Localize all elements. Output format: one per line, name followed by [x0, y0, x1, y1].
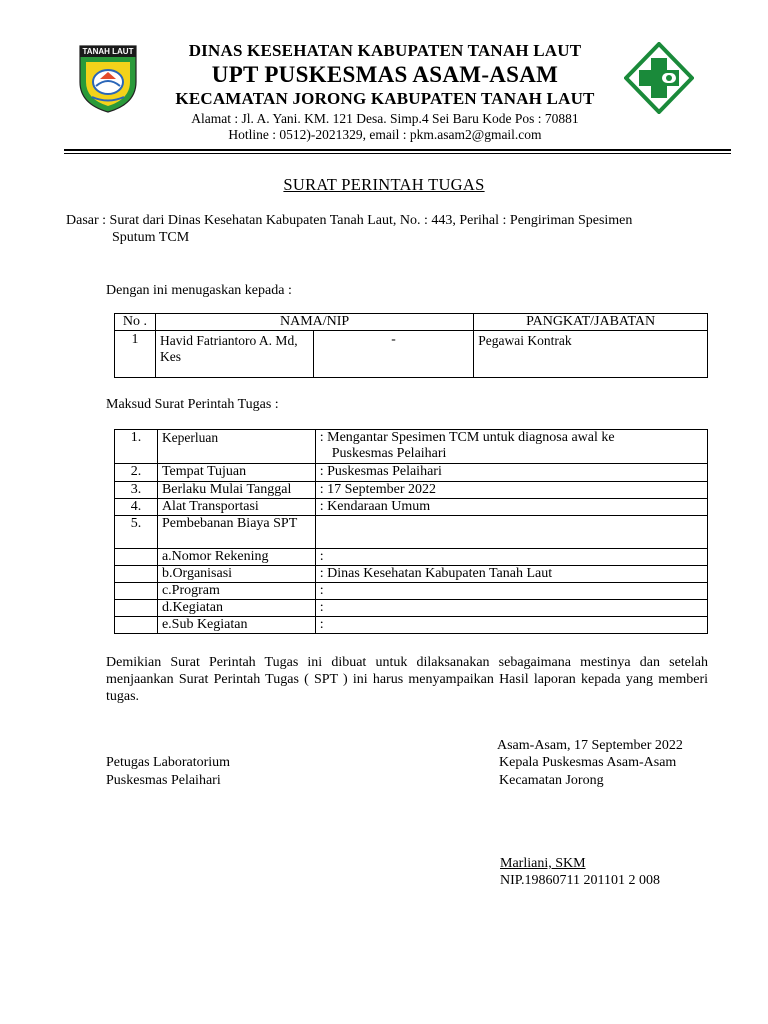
- detail-no: 2.: [115, 464, 158, 482]
- detail-label: Alat Transportasi: [157, 499, 315, 516]
- dasar-line-1: Dasar : Surat dari Dinas Kesehatan Kabupaten Tanah Laut, No. : 443, Perihal : Pengiriman Spesimen: [66, 213, 633, 228]
- detail-label: d.Kegiatan: [157, 600, 315, 617]
- signer-name: Marliani, SKM: [500, 856, 586, 871]
- table-row: [115, 464, 708, 482]
- signature-right: [499, 754, 676, 789]
- regency-logo-label: TANAH LAUT: [82, 47, 134, 56]
- assignee-table: [114, 313, 708, 378]
- document-title: SURAT PERINTAH TUGAS: [283, 175, 485, 194]
- detail-no-empty: [115, 617, 158, 634]
- header-nama-nip: NAMA/NIP: [155, 314, 473, 331]
- signature-right-unit: Kecamatan Jorong: [499, 772, 604, 788]
- detail-value-line-2: Puskesmas Pelaihari: [331, 446, 447, 461]
- detail-label: Tempat Tujuan: [157, 464, 315, 482]
- regency-logo: [78, 42, 138, 114]
- detail-value: :: [315, 583, 707, 600]
- table-row: [115, 583, 708, 600]
- signature-right-title: Kepala Puskesmas Asam-Asam: [499, 755, 677, 770]
- puskesmas-logo: [624, 42, 694, 114]
- header-address: Alamat : Jl. A. Yani. KM. 121 Desa. Simp.4 Sei Baru Kode Pos : 70881: [191, 111, 579, 126]
- detail-label: Berlaku Mulai Tanggal: [157, 482, 315, 499]
- task-details-table: [114, 429, 708, 634]
- detail-label: e.Sub Kegiatan: [157, 617, 315, 634]
- detail-value: :: [315, 617, 707, 634]
- detail-no-empty: [115, 549, 158, 566]
- header-divider-thin: [64, 153, 731, 154]
- dasar-line-2: Sputum TCM: [112, 230, 190, 245]
- signature-left: [106, 754, 230, 789]
- detail-value: [315, 430, 707, 464]
- assignee-table-header: [115, 314, 708, 331]
- detail-label: a.Nomor Rekening: [157, 549, 315, 566]
- assignee-nip: -: [313, 331, 474, 378]
- header-district: KECAMATAN JORONG KABUPATEN TANAH LAUT: [175, 89, 595, 108]
- detail-value: : Dinas Kesehatan Kabupaten Tanah Laut: [315, 566, 707, 583]
- table-row: [115, 331, 708, 378]
- purpose-intro: Maksud Surat Perintah Tugas :: [106, 397, 279, 412]
- table-row: [115, 516, 708, 549]
- detail-label: b.Organisasi: [157, 566, 315, 583]
- assignee-rank: Pegawai Kontrak: [474, 331, 708, 378]
- assignee-no: 1: [115, 331, 156, 378]
- table-row: [115, 617, 708, 634]
- detail-no-empty: [115, 566, 158, 583]
- detail-value: [315, 516, 707, 549]
- header-contact: Hotline : 0512)-2021329, email : pkm.asam2@gmail.com: [228, 127, 542, 142]
- signature-left-unit: Puskesmas Pelaihari: [106, 772, 221, 788]
- detail-value: : Puskesmas Pelaihari: [315, 464, 707, 482]
- table-row: [115, 549, 708, 566]
- detail-no-empty: [115, 600, 158, 617]
- detail-no: 4.: [115, 499, 158, 516]
- detail-value: : Kendaraan Umum: [315, 499, 707, 516]
- detail-no-empty: [115, 583, 158, 600]
- table-row: [115, 430, 708, 464]
- closing-paragraph: Demikian Surat Perintah Tugas ini dibuat untuk dilaksanakan sebagaimana mestinya dan setelah menjaankan Surat Perintah Tugas ( SPT ) ini harus menyampaikan Hasil laporan kepada yang memberi tugas.: [106, 655, 708, 704]
- header-pangkat-jabatan: PANGKAT/JABATAN: [474, 314, 708, 331]
- detail-label: Keperluan: [157, 430, 315, 464]
- signature-date: Asam-Asam, 17 September 2022: [497, 738, 683, 753]
- header-agency: DINAS KESEHATAN KABUPATEN TANAH LAUT: [188, 41, 582, 60]
- detail-value: : 17 September 2022: [315, 482, 707, 499]
- header-no: No .: [115, 314, 156, 331]
- detail-value: :: [315, 549, 707, 566]
- assignee-name: Havid Fatriantoro A. Md, Kes: [155, 331, 313, 378]
- table-row: [115, 499, 708, 516]
- header-puskesmas-name: UPT PUSKESMAS ASAM-ASAM: [211, 62, 559, 87]
- header-divider-thick: [64, 149, 731, 151]
- signature-left-title: Petugas Laboratorium: [106, 755, 231, 770]
- detail-value: :: [315, 600, 707, 617]
- detail-no: 3.: [115, 482, 158, 499]
- detail-label: c.Program: [157, 583, 315, 600]
- detail-no: 1.: [115, 430, 158, 464]
- table-row: [115, 566, 708, 583]
- signer-nip: NIP.19860711 201101 2 008: [500, 873, 660, 888]
- assignment-intro: Dengan ini menugaskan kepada :: [106, 283, 292, 298]
- table-row: [115, 482, 708, 499]
- detail-label: Pembebanan Biaya SPT: [157, 516, 315, 549]
- detail-value-line-1: : Mengantar Spesimen TCM untuk diagnosa awal ke: [319, 430, 615, 445]
- table-row: [115, 600, 708, 617]
- detail-no: 5.: [115, 516, 158, 549]
